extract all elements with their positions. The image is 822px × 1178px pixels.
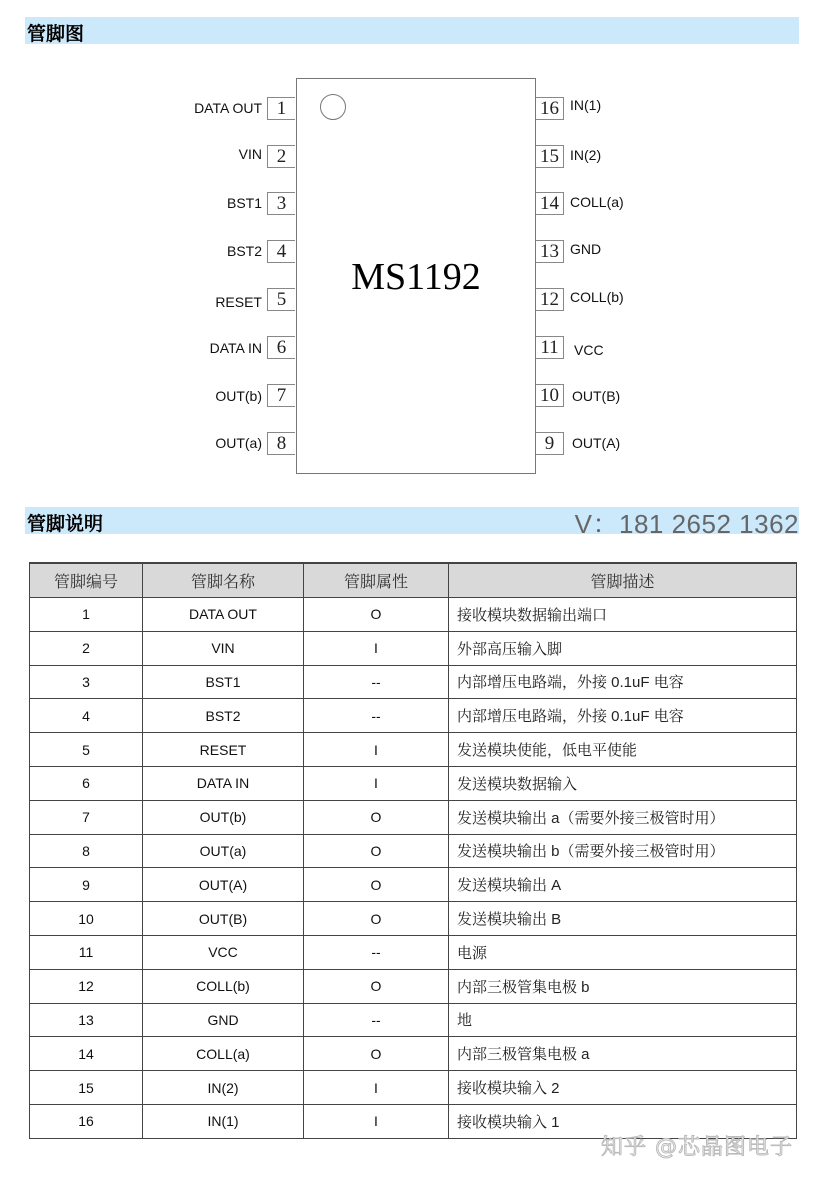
cell-pin-description: 内部三极管集电极 a (449, 1037, 797, 1071)
pin-number: 1 (267, 97, 295, 120)
pin-label: OUT(b) (215, 388, 262, 404)
table-row (30, 631, 797, 665)
cell-pin-name: IN(2) (143, 1071, 304, 1105)
cell-pin-description: 发送模块输出 a（需要外接三极管时用） (449, 800, 797, 834)
cell-pin-number: 3 (30, 665, 143, 699)
pinout-section-title: 管脚图 (27, 23, 85, 45)
header-pin-number: 管脚编号 (30, 563, 143, 598)
cell-pin-number: 6 (30, 766, 143, 800)
cell-pin-description: 地 (449, 1003, 797, 1037)
pin-number: 6 (267, 336, 295, 359)
pin-number: 9 (536, 432, 564, 455)
cell-pin-attribute: -- (304, 665, 449, 699)
pin1-marker-icon (320, 94, 346, 120)
chip-body (296, 78, 536, 474)
cell-pin-number: 15 (30, 1071, 143, 1105)
cell-pin-name: OUT(b) (143, 800, 304, 834)
pin-description-table (29, 562, 797, 1139)
contact-number: V：181 2652 1362 (574, 509, 799, 539)
pin-label: BST1 (226, 195, 262, 211)
cell-pin-attribute: -- (304, 935, 449, 969)
pin-label: IN(2) (570, 147, 602, 163)
pin-number: 3 (267, 192, 295, 215)
pin-label: COLL(b) (570, 289, 624, 305)
table-row (30, 902, 797, 936)
pin-label: RESET (215, 294, 262, 310)
cell-pin-number: 10 (30, 902, 143, 936)
cell-pin-name: BST1 (143, 665, 304, 699)
pin-number: 10 (536, 384, 564, 407)
cell-pin-name: DATA IN (143, 766, 304, 800)
cell-pin-name: COLL(b) (143, 969, 304, 1003)
cell-pin-description: 接收模块输入 2 (449, 1071, 797, 1105)
cell-pin-description: 电源 (449, 935, 797, 969)
cell-pin-number: 2 (30, 631, 143, 665)
table-row (30, 1037, 797, 1071)
cell-pin-description: 外部高压输入脚 (449, 631, 797, 665)
chip-name: MS1192 (351, 256, 481, 298)
header-pin-name: 管脚名称 (143, 563, 304, 598)
table-row (30, 969, 797, 1003)
table-row (30, 935, 797, 969)
cell-pin-name: BST2 (143, 699, 304, 733)
pin-number: 4 (267, 240, 295, 263)
pin-number: 15 (536, 145, 564, 168)
cell-pin-description: 接收模块输入 1 (449, 1104, 797, 1138)
cell-pin-description: 发送模块输出 B (449, 902, 797, 936)
table-row (30, 699, 797, 733)
cell-pin-number: 14 (30, 1037, 143, 1071)
table-row (30, 1003, 797, 1037)
pin-number: 2 (267, 145, 295, 168)
cell-pin-attribute: I (304, 1104, 449, 1138)
table-row (30, 598, 797, 632)
cell-pin-attribute: O (304, 598, 449, 632)
pin-label: OUT(B) (572, 388, 621, 404)
pin-label: GND (570, 241, 602, 257)
cell-pin-attribute: O (304, 834, 449, 868)
pin-label: IN(1) (570, 97, 602, 113)
cell-pin-name: VCC (143, 935, 304, 969)
table-row (30, 1071, 797, 1105)
cell-pin-name: OUT(A) (143, 868, 304, 902)
table-header-row (30, 563, 797, 598)
cell-pin-number: 7 (30, 800, 143, 834)
cell-pin-number: 11 (30, 935, 143, 969)
cell-pin-attribute: I (304, 631, 449, 665)
table-row (30, 766, 797, 800)
pin-label: OUT(a) (215, 435, 262, 451)
cell-pin-name: GND (143, 1003, 304, 1037)
cell-pin-name: OUT(a) (143, 834, 304, 868)
cell-pin-attribute: O (304, 1037, 449, 1071)
cell-pin-description: 发送模块数据输入 (449, 766, 797, 800)
pin-label: DATA OUT (194, 100, 262, 116)
table-row (30, 733, 797, 767)
cell-pin-attribute: O (304, 969, 449, 1003)
pin-number: 5 (267, 288, 295, 311)
pin-number: 13 (536, 240, 564, 263)
cell-pin-description: 内部增压电路端，外接 0.1uF 电容 (449, 699, 797, 733)
cell-pin-name: IN(1) (143, 1104, 304, 1138)
cell-pin-attribute: O (304, 868, 449, 902)
cell-pin-number: 12 (30, 969, 143, 1003)
cell-pin-attribute: O (304, 902, 449, 936)
pinout-section-header (25, 17, 799, 44)
pin-label: OUT(A) (572, 435, 621, 451)
cell-pin-number: 16 (30, 1104, 143, 1138)
cell-pin-name: OUT(B) (143, 902, 304, 936)
pin-number: 8 (267, 432, 295, 455)
cell-pin-number: 1 (30, 598, 143, 632)
cell-pin-number: 5 (30, 733, 143, 767)
cell-pin-description: 内部增压电路端，外接 0.1uF 电容 (449, 665, 797, 699)
cell-pin-description: 发送模块使能，低电平使能 (449, 733, 797, 767)
cell-pin-attribute: I (304, 733, 449, 767)
pin-number: 16 (536, 97, 564, 120)
pin-label: COLL(a) (570, 194, 624, 210)
pin-number: 12 (536, 288, 564, 311)
pin-label: BST2 (226, 243, 262, 259)
pin-label: DATA IN (209, 340, 262, 356)
pin-number: 11 (536, 336, 564, 359)
cell-pin-description: 内部三极管集电极 b (449, 969, 797, 1003)
pin-description-section-header (25, 507, 799, 539)
cell-pin-number: 4 (30, 699, 143, 733)
cell-pin-name: DATA OUT (143, 598, 304, 632)
pin-description-section-title: 管脚说明 (27, 513, 104, 535)
cell-pin-description: 发送模块输出 A (449, 868, 797, 902)
cell-pin-description: 接收模块数据输出端口 (449, 598, 797, 632)
cell-pin-description: 发送模块输出 b（需要外接三极管时用） (449, 834, 797, 868)
cell-pin-number: 8 (30, 834, 143, 868)
cell-pin-number: 13 (30, 1003, 143, 1037)
header-pin-description: 管脚描述 (449, 563, 797, 598)
header-pin-attribute: 管脚属性 (304, 563, 449, 598)
cell-pin-attribute: -- (304, 699, 449, 733)
cell-pin-attribute: I (304, 1071, 449, 1105)
cell-pin-attribute: I (304, 766, 449, 800)
cell-pin-attribute: -- (304, 1003, 449, 1037)
cell-pin-attribute: O (304, 800, 449, 834)
table-row (30, 800, 797, 834)
pin-label: VIN (238, 146, 262, 162)
cell-pin-name: COLL(a) (143, 1037, 304, 1071)
table-row (30, 665, 797, 699)
cell-pin-number: 9 (30, 868, 143, 902)
pin-number: 14 (536, 192, 564, 215)
cell-pin-name: RESET (143, 733, 304, 767)
watermark: 知乎 @芯晶图电子 (601, 1135, 793, 1160)
pin-number: 7 (267, 384, 295, 407)
table-row (30, 834, 797, 868)
pin-label: VCC (574, 342, 604, 358)
table-row (30, 868, 797, 902)
cell-pin-name: VIN (143, 631, 304, 665)
